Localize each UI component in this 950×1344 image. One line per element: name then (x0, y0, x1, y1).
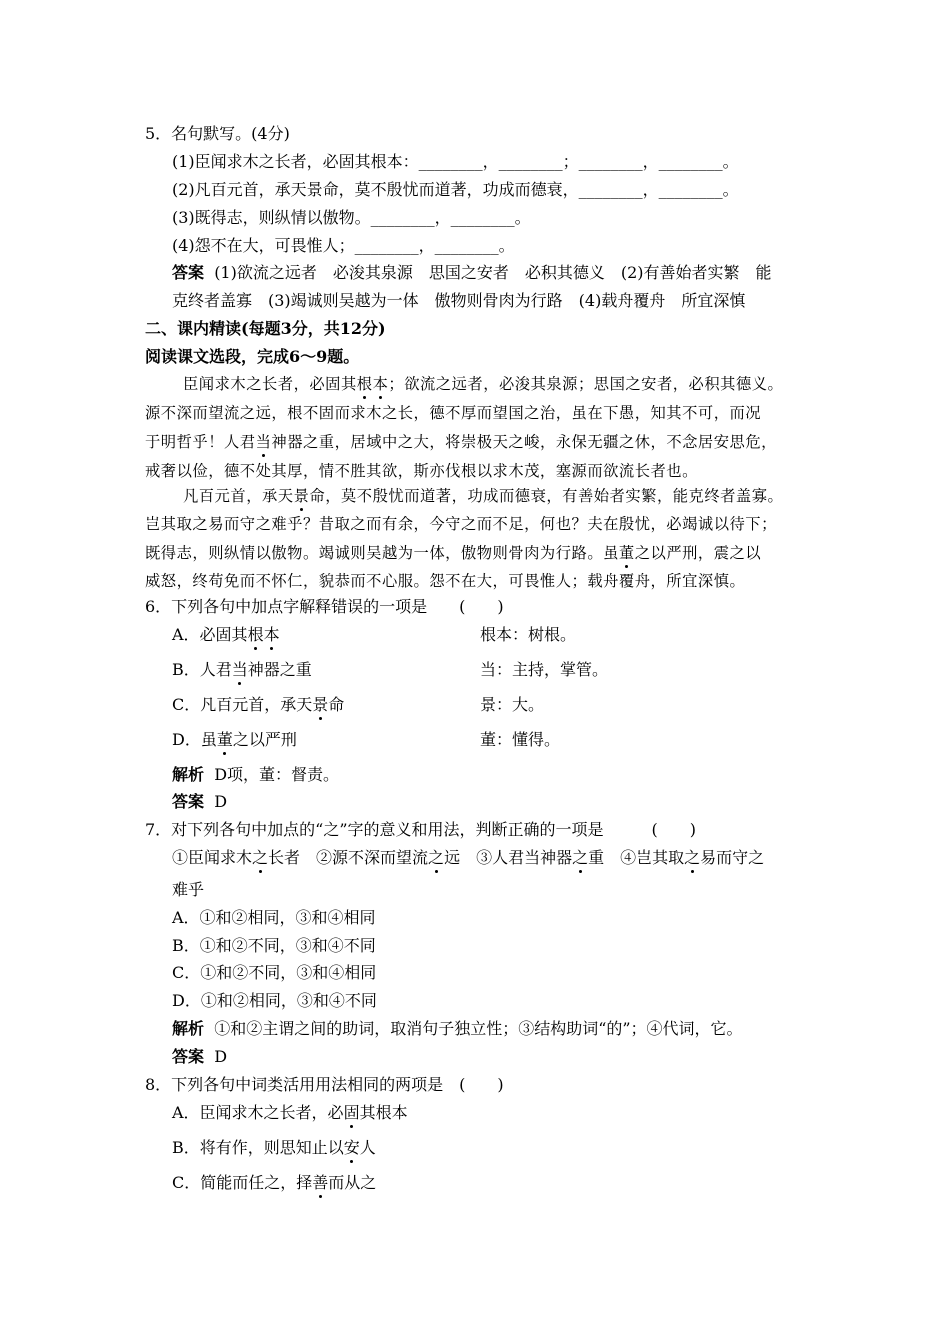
dotted-char: 根 (356, 375, 373, 393)
passage-line-8: 威怒，终苟免而不怀仁，貌恭而不心服。怨不在大，可畏惟人；载舟覆舟，所宜深慎。 (145, 572, 746, 590)
q7-sentences-cont: 难乎 (172, 880, 205, 899)
passage-line-1: 臣闻求木之长者，必固其根本；欲流之远者，必浚其泉源；思国之安者，必积其德义。 (183, 375, 784, 393)
dotted-char: 本 (372, 375, 389, 393)
q7-option-b: B．①和②不同，③和④不同 (172, 936, 376, 955)
q6-option-d: D．虽董之以严刑 (172, 730, 297, 749)
q5-item-4: (4)怨不在大，可畏惟人；________，________。 (172, 236, 515, 255)
dotted-char: 之 (572, 848, 589, 867)
dotted-char: 之 (428, 848, 445, 867)
q6-option-b: B．人君当神器之重 (172, 660, 312, 679)
q5-item-3: (3)既得志，则纵情以傲物。________，________。 (172, 208, 531, 227)
dotted-char: 之 (684, 848, 701, 867)
q7-option-a: A．①和②相同，③和④相同 (172, 908, 376, 927)
dotted-char: 当 (255, 433, 272, 451)
q6-analysis: 解析 D项，董：督责。 (172, 765, 340, 784)
passage-line-4: 戒奢以俭，德不处其厚，情不胜其欲，斯亦伐根以求木茂，塞源而欲流长者也。 (145, 462, 698, 480)
dotted-char: 董 (216, 730, 233, 749)
q6-option-a: A．必固其根本 (172, 625, 280, 644)
dotted-char: 董 (618, 544, 635, 562)
q7-stem: 7．对下列各句中加点的“之”字的意义和用法，判断正确的一项是 ( ) (145, 820, 697, 839)
q8-stem: 8．下列各句中词类活用用法相同的两项是 ( ) (145, 1075, 504, 1094)
q5-answer-line-1 (172, 263, 772, 283)
dotted-char: 固 (343, 1103, 360, 1122)
q6-stem: 6．下列各句中加点字解释错误的一项是 ( ) (145, 597, 504, 616)
q5-answer-text-1: (1)欲流之远者 必浚其泉源 思国之安者 必积其德义 (2)有善始者实繁 能 (214, 263, 772, 282)
q8-option-c: C．简能而任之，择善而从之 (172, 1173, 377, 1192)
section-instruction: 阅读课文选段，完成6～9题。 (145, 347, 360, 366)
q7-option-c: C．①和②不同，③和④相同 (172, 963, 377, 982)
passage-line-2: 源不深而望流之远，根不固而求木之长，德不厚而望国之治，虽在下愚，知其不可，而况 (145, 404, 762, 422)
dotted-char: 景 (293, 487, 310, 505)
q6-option-b-gloss: 当：主持，掌管。 (480, 660, 609, 679)
passage-line-3: 于明哲乎！人君当神器之重，居域中之大，将崇极天之峻，永保无疆之休，不念居安思危， (145, 433, 777, 451)
q5-item-1: (1)臣闻求木之长者，必固其根本：________，________；________，________。 (172, 152, 739, 171)
answer-label: 答案 (172, 263, 205, 282)
dotted-char: 善 (312, 1173, 329, 1192)
q5-item-2: (2)凡百元首，承天景命，莫不殷忧而道著，功成而德衰，________，________。 (172, 180, 739, 199)
passage-line-5: 凡百元首，承天景命，莫不殷忧而道著，功成而德衰，有善始者实繁，能克终者盖寡。 (183, 487, 784, 505)
dotted-char: 安 (343, 1138, 360, 1157)
dotted-char: 根 (247, 625, 264, 644)
q6-option-a-gloss: 根本：树根。 (480, 625, 577, 644)
q7-analysis: 解析 ①和②主谓之间的助词，取消句子独立性；③结构助词“的”；④代词，它。 (172, 1019, 743, 1038)
q6-option-c: C．凡百元首，承天景命 (172, 695, 345, 714)
q6-option-d-gloss: 董：懂得。 (480, 730, 561, 749)
dotted-char: 当 (231, 660, 248, 679)
q7-sentences: ①臣闻求木之长者 ②源不深而望流之远 ③人君当神器之重 ④岂其取之易而守之 (172, 848, 765, 867)
passage-line-7: 既得志，则纵情以傲物。竭诚则吴越为一体，傲物则骨肉为行路。虽董之以严刑，震之以 (145, 544, 762, 562)
q7-option-d: D．①和②相同，③和④不同 (172, 991, 377, 1010)
q5-title: 5．名句默写。(4分) (145, 124, 290, 143)
passage-line-6: 岂其取之易而守之难乎？昔取之而有余，今守之而不足，何也？夫在殷忧，必竭诚以待下； (145, 515, 777, 533)
q7-answer: 答案 D (172, 1047, 228, 1066)
dotted-char: 本 (263, 625, 280, 644)
q6-option-c-gloss: 景：大。 (480, 695, 545, 714)
dotted-char: 之 (252, 848, 269, 867)
q8-option-a: A．臣闻求木之长者，必固其根本 (172, 1103, 408, 1122)
section-heading: 二、课内精读(每题3分，共12分) (145, 319, 386, 338)
q8-option-b: B．将有作，则思知止以安人 (172, 1138, 376, 1157)
dotted-char: 景 (312, 695, 329, 714)
q6-answer: 答案 D (172, 792, 228, 811)
q5-answer-line-2: 克终者盖寡 (3)竭诚则吴越为一体 傲物则骨肉为行路 (4)载舟覆舟 所宜深慎 (172, 291, 746, 310)
